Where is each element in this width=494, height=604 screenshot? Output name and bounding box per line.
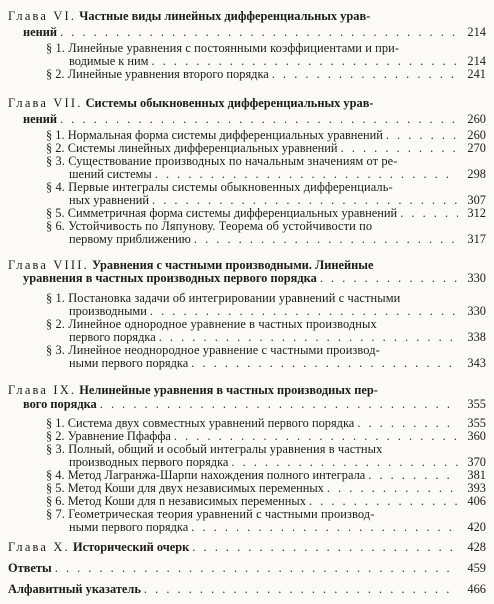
page-number: 338 <box>467 330 486 344</box>
section-number: § 3. <box>46 343 65 357</box>
chapter-8-title-line-2 <box>23 272 461 285</box>
dot-leader <box>368 469 458 482</box>
dot-leader <box>192 541 458 554</box>
section-title: Линейные уравнения с постоянными коэффициентами и при- <box>68 41 400 55</box>
chapter-title-cont: нений <box>23 25 58 39</box>
page-number: 298 <box>467 167 486 181</box>
chapter-label: Глава VII. <box>8 96 83 110</box>
section-title-cont: производными <box>69 304 147 318</box>
section-line-cont <box>69 521 461 534</box>
section-number: § 4. <box>46 468 65 482</box>
section-title: Системы линейных дифференциальных уравнений <box>67 141 338 155</box>
section-title: Метод Коши для двух независимых переменных <box>67 481 324 495</box>
dot-leader <box>386 129 458 142</box>
section-number: § 2. <box>46 317 65 331</box>
section-number: § 2. <box>46 67 65 81</box>
answers-title: Ответы <box>8 561 52 575</box>
section-title-cont: первому приближению <box>69 232 191 246</box>
chapter-title: Исторический очерк <box>72 540 190 554</box>
section-title: Метод Коши для n независимых переменных <box>67 494 306 508</box>
section-line-cont <box>69 233 461 246</box>
dot-leader <box>60 113 458 126</box>
section-number: § 5. <box>46 206 65 220</box>
page-number: 459 <box>467 561 486 575</box>
section-number: § 1. <box>46 416 65 430</box>
section-number: § 4. <box>46 180 65 194</box>
dot-leader <box>194 233 458 246</box>
page-number: 381 <box>467 468 486 482</box>
page-number: 393 <box>467 481 486 495</box>
section-number: § 5. <box>46 481 65 495</box>
page-number: 312 <box>467 206 486 220</box>
page-number: 270 <box>467 141 486 155</box>
section-title-cont: ными первого порядка <box>69 520 189 534</box>
dot-leader <box>320 272 458 285</box>
section-title: Существование производных по начальным значениям от ре- <box>68 154 398 168</box>
page-number: 466 <box>467 582 486 596</box>
page-number: 241 <box>467 67 486 81</box>
section-title: Уравнение Пфаффа <box>67 429 171 443</box>
section-number: § 2. <box>46 429 65 443</box>
section-title-cont: производных первого порядка <box>69 455 229 469</box>
page-number: 330 <box>467 271 486 285</box>
chapter-label: Глава X. <box>8 540 70 554</box>
section-number: § 1. <box>46 41 65 55</box>
dot-leader <box>272 68 458 81</box>
chapter-7-title-line-2 <box>23 113 461 126</box>
page-number: 214 <box>467 25 486 39</box>
page-number: 355 <box>467 416 486 430</box>
section-title: Линейное однородное уравнение в частных производных <box>68 317 377 331</box>
answers-entry <box>8 562 461 575</box>
chapter-title-cont: вого порядка <box>23 397 97 411</box>
chapter-label: Глава VI. <box>8 9 77 23</box>
section-title: Линейное неоднородное уравнение с частными производ- <box>68 343 380 357</box>
section-title: Симметричная форма системы дифференциальных уравнений <box>67 206 398 220</box>
section-title: Линейные уравнения второго порядка <box>67 67 269 81</box>
section-line-cont <box>69 357 461 370</box>
page-number: 370 <box>467 455 486 469</box>
index-title: Алфавитный указатель <box>8 582 141 596</box>
dot-leader <box>144 583 458 596</box>
chapter-title-cont: нений <box>23 112 58 126</box>
section-line <box>46 68 461 81</box>
chapter-label: Глава IX. <box>8 383 77 397</box>
section-title: Метод Лагранжа-Шарпи нахождения полного интеграла <box>67 468 366 482</box>
section-title-cont: водимые к ним <box>69 54 149 68</box>
chapter-label: Глава VIII. <box>8 258 89 272</box>
dot-leader <box>100 398 458 411</box>
chapter-title: Уравнения с частными производными. Линейные <box>91 258 374 272</box>
section-title-cont: ными первого порядка <box>69 356 189 370</box>
page-number: 214 <box>467 54 486 68</box>
section-number: § 1. <box>46 291 65 305</box>
page-number: 420 <box>467 520 486 534</box>
dot-leader <box>60 26 458 39</box>
page-number: 428 <box>467 540 486 554</box>
section-number: § 2. <box>46 141 65 155</box>
section-number: § 1. <box>46 128 65 142</box>
chapter-title: Частные виды линейных дифференциальных урав- <box>79 9 371 23</box>
page-number: 317 <box>467 232 486 246</box>
section-number: § 3. <box>46 442 65 456</box>
section-number: § 6. <box>46 219 65 233</box>
chapter-10-title <box>8 541 461 554</box>
section-title: Постановка задачи об интегрировании уравнений с частными <box>68 291 401 305</box>
page-number: 307 <box>467 193 486 207</box>
dot-leader <box>327 482 458 495</box>
chapter-6-title-line-1 <box>8 10 446 23</box>
section-title: Система двух совместных уравнений первого порядка <box>67 416 355 430</box>
section-title: Полный, общий и особый интегралы уравнения в частных <box>68 442 383 456</box>
page-number: 406 <box>467 494 486 508</box>
page-number: 360 <box>467 429 486 443</box>
dot-leader <box>191 521 458 534</box>
chapter-title-cont: уравнения в частных производных первого порядка <box>23 271 317 285</box>
index-entry <box>8 583 461 596</box>
page-number: 260 <box>467 128 486 142</box>
dot-leader <box>55 562 458 575</box>
chapter-7-title-line-1 <box>8 97 374 110</box>
section-title-cont: первого порядка <box>69 330 156 344</box>
section-title: Устойчивость по Ляпунову. Теорема об устойчивости по <box>68 219 373 233</box>
page-number: 260 <box>467 112 486 126</box>
page-number: 355 <box>467 397 486 411</box>
page-number: 343 <box>467 356 486 370</box>
dot-leader <box>191 357 458 370</box>
chapter-9-title-line-1 <box>8 384 378 397</box>
section-number: § 6. <box>46 494 65 508</box>
dot-leader <box>400 207 458 220</box>
chapter-title: Нелинейные уравнения в частных производных пер- <box>79 383 378 397</box>
chapter-6-title-line-2 <box>23 26 461 39</box>
section-title: Нормальная форма системы дифференциальных уравнений <box>67 128 383 142</box>
page-number: 330 <box>467 304 486 318</box>
section-number: § 7. <box>46 507 65 521</box>
dot-leader <box>357 417 458 430</box>
section-title-cont: шений системы <box>69 167 152 181</box>
section-title-cont: ных уравнений <box>69 193 150 207</box>
section-title: Геометрическая теория уравнений с частными производ- <box>68 507 375 521</box>
section-number: § 3. <box>46 154 65 168</box>
chapter-title: Системы обыкновенных дифференциальных урав- <box>85 96 374 110</box>
chapter-9-title-line-2 <box>23 398 461 411</box>
section-title: Первые интегралы системы обыкновенных дифференциаль- <box>68 180 393 194</box>
